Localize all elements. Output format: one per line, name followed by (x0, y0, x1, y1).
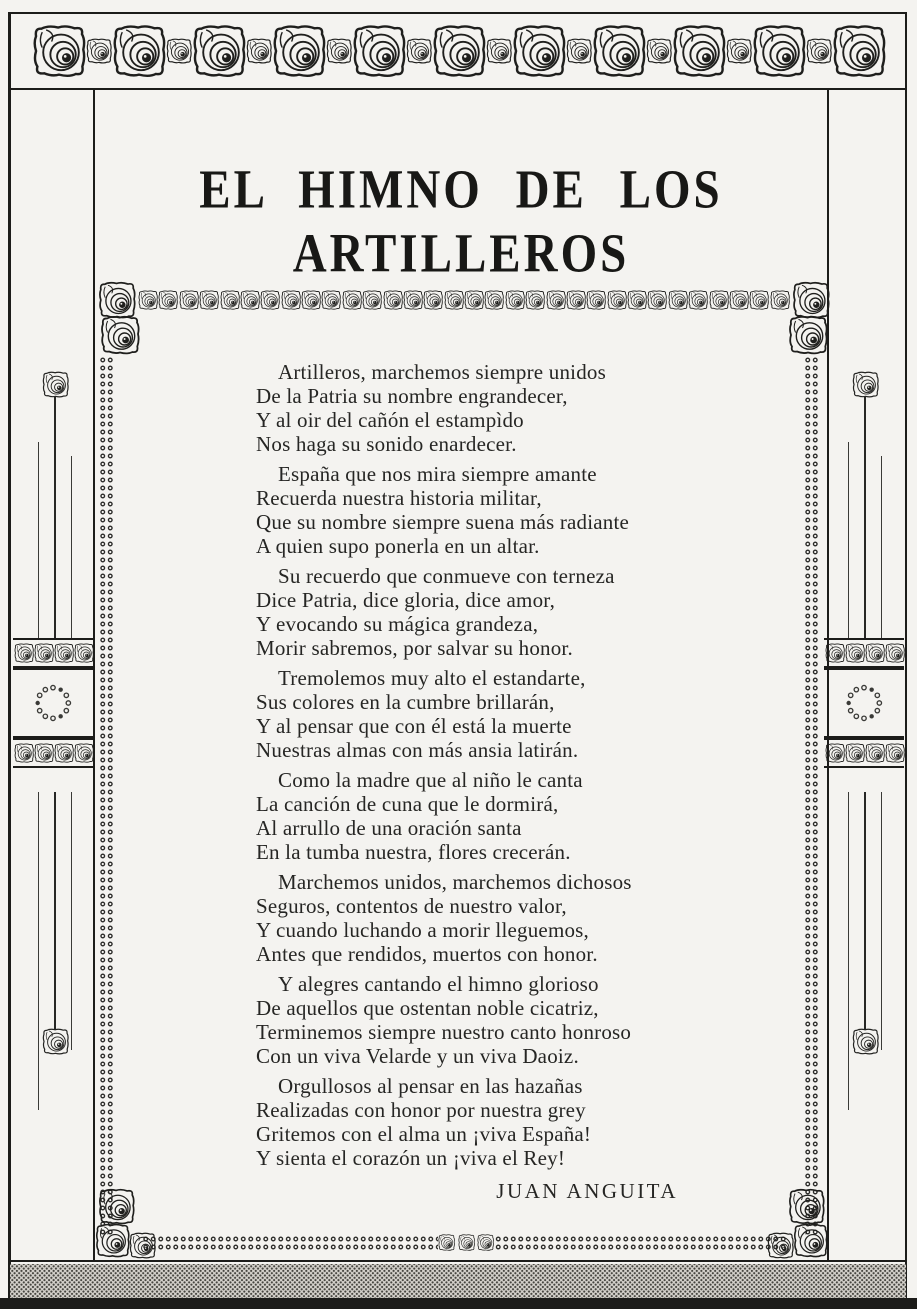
poem-line: Gritemos con el alma un ¡viva España! (256, 1122, 592, 1146)
rose-ornament-icon (444, 290, 464, 310)
poem-line: De aquellos que ostentan noble cicatriz, (256, 996, 599, 1020)
rose-ornament-icon (566, 290, 586, 310)
rose-ornament-icon (34, 643, 54, 663)
rose-ornament-icon (709, 290, 729, 310)
poem-line: Seguros, contentos de nuestro valor, (256, 894, 567, 918)
poem-line: De la Patria su nombre engrandecer, (256, 384, 568, 408)
rose-ornament-icon (477, 1234, 494, 1251)
rose-ornament-icon (749, 290, 769, 310)
rose-ornament-icon (220, 290, 240, 310)
stem-line (848, 442, 849, 638)
bottom-center-rose-cluster (438, 1231, 494, 1254)
poem-line: Y al oir del cañón el estampìdo (256, 408, 524, 432)
stipple-band (10, 1264, 906, 1298)
stem-line (881, 456, 882, 638)
rose-ornament-icon (352, 24, 406, 78)
poem-line: Realizadas con honor por nuestra grey (256, 1098, 586, 1122)
poem-line: Y alegres cantando el himno glorioso (278, 972, 599, 996)
rose-ornament-icon (668, 290, 688, 310)
rose-ornament-icon (326, 38, 352, 64)
poem-line: Morir sabremos, por salvar su honor. (256, 636, 573, 660)
rose-ornament-icon (865, 643, 885, 663)
rose-ornament-icon (383, 290, 403, 310)
poem-line: Recuerda nuestra historia militar, (256, 486, 542, 510)
top-rose-border (8, 14, 907, 88)
stem-line (71, 456, 72, 638)
rose-ornament-icon (729, 290, 749, 310)
bottom-thick-rule (0, 1298, 917, 1309)
rose-ornament-icon (607, 290, 627, 310)
poem-line: Su recuerdo que conmueve con terneza (278, 564, 615, 588)
rose-ornament-icon (586, 290, 606, 310)
poem-line: Orgullosos al pensar en las hazañas (278, 1074, 583, 1098)
poem-line: Como la madre que al niño le canta (278, 768, 583, 792)
stem-line (38, 442, 39, 638)
poem-line: Y evocando su mágica grandeza, (256, 612, 539, 636)
margin-rose-row (824, 738, 904, 766)
rose-ornament-icon (592, 24, 646, 78)
rose-ornament-icon (806, 38, 832, 64)
rose-ornament-icon (158, 290, 178, 310)
poem-stanza (256, 870, 680, 966)
stem-line (54, 792, 56, 1030)
dot-ring-panel (13, 668, 93, 738)
poem-stanza (256, 462, 680, 558)
rose-ornament-icon (464, 290, 484, 310)
dotted-strip-right (804, 356, 819, 1236)
rose-ornament-icon (505, 290, 525, 310)
rose-ornament-icon (54, 643, 74, 663)
rose-ornament-icon (406, 38, 432, 64)
poem-line: Que su nombre siempre suena más radiante (256, 510, 630, 534)
dot-ring-icon (841, 680, 887, 726)
poem-line: Marchemos unidos, marchemos dichosos (278, 870, 632, 894)
rose-ornament-icon (192, 24, 246, 78)
rose-ornament-icon (845, 643, 865, 663)
stem-line (848, 792, 849, 1110)
poem-stanza (256, 666, 680, 762)
outer-border-left (8, 12, 11, 1300)
poem-text (256, 360, 680, 1203)
poem-line: En la tumba nuestra, flores crecerán. (256, 840, 571, 864)
dot-ring-icon (30, 680, 76, 726)
rose-ornament-icon (647, 290, 667, 310)
rose-ornament-icon (546, 290, 566, 310)
rose-ornament-icon (672, 24, 726, 78)
margin-ornament-block-left (13, 638, 93, 768)
rose-ornament-icon (240, 290, 260, 310)
stem-line (38, 792, 39, 1110)
frame-corner-roses-bottom-right (762, 1188, 828, 1262)
rose-ornament-icon (32, 24, 86, 78)
poem-line: Nos haga su sonido enardecer. (256, 432, 517, 456)
rose-ornament-icon (525, 290, 545, 310)
rose-ornament-icon (486, 38, 512, 64)
poem-line: Tremolemos muy alto el estandarte, (278, 666, 586, 690)
margin-ornament-block-right (824, 638, 904, 768)
rose-ornament-icon (484, 290, 504, 310)
stem-line (54, 396, 56, 638)
outer-border-right (905, 12, 907, 1300)
rose-ornament-icon (14, 743, 34, 763)
poem-line: Y al pensar que con él está la muerte (256, 714, 572, 738)
rose-ornament-icon (54, 743, 74, 763)
poem-line: A quien supo ponerla en un altar. (256, 534, 540, 558)
dot-ring-panel (824, 668, 904, 738)
rose-ornament-icon (403, 290, 423, 310)
poem-stanza (256, 768, 680, 864)
rose-ornament-icon (272, 24, 326, 78)
rose-ornament-icon (199, 290, 219, 310)
rose-ornament-icon (260, 290, 280, 310)
stem-line (881, 792, 882, 1050)
rose-ornament-icon (865, 743, 885, 763)
rose-ornament-icon (688, 290, 708, 310)
rose-ornament-icon (166, 38, 192, 64)
rose-ornament-icon (321, 290, 341, 310)
poem-line: Nuestras almas con más ansia latirán. (256, 738, 579, 762)
author-signature: JUAN ANGUITA (496, 1179, 678, 1203)
rose-ornament-icon (14, 643, 34, 663)
rose-ornament-icon (179, 290, 199, 310)
poem-line: Al arrullo de una oración santa (256, 816, 522, 840)
poem-stanza (256, 360, 680, 456)
poem-stanza (256, 564, 680, 660)
frame-corner-roses-top-right (786, 281, 832, 357)
rose-ornament-icon (845, 743, 865, 763)
rose-ornament-icon (627, 290, 647, 310)
poem-line: Y sienta el corazón un ¡viva el Rey! (256, 1146, 566, 1170)
stem-rose-bottom-right-icon (852, 1028, 879, 1055)
poem-line: Artilleros, marchemos siempre unidos (278, 360, 606, 384)
poem-frame-rose-band (138, 284, 790, 316)
stem-line (864, 396, 866, 638)
rose-ornament-icon (646, 38, 672, 64)
rose-ornament-icon (432, 24, 486, 78)
rose-ornament-icon (458, 1234, 475, 1251)
rose-ornament-icon (566, 38, 592, 64)
poem-line: Y cuando luchando a morir lleguemos, (256, 918, 589, 942)
rose-ornament-icon (362, 290, 382, 310)
band-bottom-rule (8, 88, 907, 90)
rose-ornament-icon (825, 743, 845, 763)
poem-line: España que nos mira siempre amante (278, 462, 597, 486)
rose-ornament-icon (74, 643, 94, 663)
frame-corner-roses-bottom-left (95, 1188, 161, 1262)
rose-ornament-icon (34, 743, 54, 763)
divider (13, 766, 93, 768)
poem-line: La canción de cuna que le dormirá, (256, 792, 559, 816)
rose-ornament-icon (301, 290, 321, 310)
poem-line: Dice Patria, dice gloria, dice amor, (256, 588, 556, 612)
stem-rose-bottom-left-icon (42, 1028, 69, 1055)
stem-rose-top-left-icon (42, 371, 69, 398)
rose-ornament-icon (342, 290, 362, 310)
rose-ornament-icon (726, 38, 752, 64)
rose-ornament-icon (246, 38, 272, 64)
stem-rose-top-right-icon (852, 371, 879, 398)
poem-stanza (256, 1074, 680, 1170)
rose-ornament-icon (281, 290, 301, 310)
rose-ornament-icon (885, 743, 905, 763)
margin-rose-row (824, 638, 904, 666)
page-title: EL HIMNO DE LOS ARTILLEROS (199, 159, 723, 285)
margin-rose-row (13, 638, 93, 666)
stem-line (864, 792, 866, 1030)
rose-ornament-icon (885, 643, 905, 663)
rose-ornament-icon (512, 24, 566, 78)
rose-ornament-icon (112, 24, 166, 78)
rose-ornament-icon (423, 290, 443, 310)
margin-rose-row (13, 738, 93, 766)
divider (824, 766, 904, 768)
poem-line: Sus colores en la cumbre brillarán, (256, 690, 555, 714)
poem-line: Terminemos siempre nuestro canto honroso (256, 1020, 632, 1044)
stem-line (71, 792, 72, 1050)
rose-ornament-icon (438, 1234, 455, 1251)
poem-line: Con un viva Velarde y un viva Daoiz. (256, 1044, 579, 1068)
rose-ornament-icon (825, 643, 845, 663)
frame-corner-roses-top-left (96, 281, 142, 357)
rose-ornament-icon (752, 24, 806, 78)
dotted-strip-left (99, 356, 114, 1236)
rose-ornament-icon (86, 38, 112, 64)
rose-ornament-icon (832, 24, 886, 78)
rose-ornament-icon (74, 743, 94, 763)
poem-stanza (256, 972, 680, 1068)
poem-line: Antes que rendidos, muertos con honor. (256, 942, 598, 966)
